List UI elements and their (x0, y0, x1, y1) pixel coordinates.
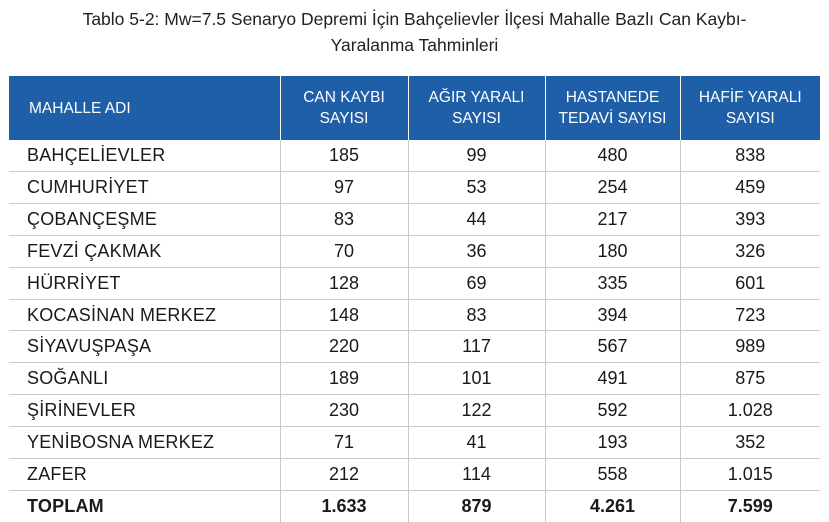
header-death-count-line-1: CAN KAYBI (303, 89, 385, 106)
table-header (9, 76, 820, 140)
cell-death-count: 83 (280, 203, 408, 235)
header-death-count-line-2: SAYISI (319, 110, 369, 127)
table-row (9, 172, 820, 204)
cell-minor-injury-count: 352 (680, 427, 820, 459)
cell-minor-injury-count: 989 (680, 331, 820, 363)
cell-hospital-treatment-count: 592 (545, 395, 680, 427)
cell-death-count: 148 (280, 299, 408, 331)
cell-death-count: 128 (280, 267, 408, 299)
cell-hospital-treatment-count: 480 (545, 140, 680, 172)
header-minor-injury-line-1: HAFİF YARALI (698, 89, 802, 106)
cell-neighborhood-name: HÜRRİYET (9, 267, 280, 299)
total-hospital-treatment-count: 4.261 (545, 490, 680, 521)
table-row (9, 395, 820, 427)
table-row (9, 459, 820, 491)
header-death-count (280, 76, 408, 140)
cell-hospital-treatment-count: 558 (545, 459, 680, 491)
cell-neighborhood-name: KOCASİNAN MERKEZ (9, 299, 280, 331)
table-caption (0, 6, 829, 58)
header-severe-injury-count (408, 76, 545, 140)
cell-minor-injury-count: 723 (680, 299, 820, 331)
cell-neighborhood-name: YENİBOSNA MERKEZ (9, 427, 280, 459)
cell-death-count: 97 (280, 172, 408, 204)
cell-death-count: 220 (280, 331, 408, 363)
casualty-table (9, 76, 820, 522)
cell-neighborhood-name: CUMHURİYET (9, 172, 280, 204)
cell-minor-injury-count: 459 (680, 172, 820, 204)
cell-severe-injury-count: 53 (408, 172, 545, 204)
cell-severe-injury-count: 99 (408, 140, 545, 172)
cell-severe-injury-count: 114 (408, 459, 545, 491)
header-severe-injury-line-1: AĞIR YARALI (428, 89, 525, 106)
cell-hospital-treatment-count: 217 (545, 203, 680, 235)
cell-neighborhood-name: SOĞANLI (9, 363, 280, 395)
cell-hospital-treatment-count: 180 (545, 235, 680, 267)
total-death-count: 1.633 (280, 490, 408, 521)
cell-minor-injury-count: 601 (680, 267, 820, 299)
cell-neighborhood-name: FEVZİ ÇAKMAK (9, 235, 280, 267)
table-row (9, 140, 820, 172)
cell-minor-injury-count: 393 (680, 203, 820, 235)
header-minor-injury-line-2: SAYISI (725, 110, 775, 127)
header-hospital-treatment-count (545, 76, 680, 140)
cell-death-count: 230 (280, 395, 408, 427)
cell-minor-injury-count: 838 (680, 140, 820, 172)
cell-severe-injury-count: 122 (408, 395, 545, 427)
cell-neighborhood-name: BAHÇELİEVLER (9, 140, 280, 172)
cell-death-count: 70 (280, 235, 408, 267)
cell-hospital-treatment-count: 491 (545, 363, 680, 395)
cell-neighborhood-name: ZAFER (9, 459, 280, 491)
cell-severe-injury-count: 117 (408, 331, 545, 363)
table-body (9, 140, 820, 522)
header-minor-injury-count (680, 76, 820, 140)
cell-severe-injury-count: 69 (408, 267, 545, 299)
total-row (9, 490, 820, 521)
cell-hospital-treatment-count: 394 (545, 299, 680, 331)
cell-death-count: 71 (280, 427, 408, 459)
total-label: TOPLAM (9, 490, 280, 521)
cell-neighborhood-name: ÇOBANÇEŞME (9, 203, 280, 235)
header-severe-injury-line-2: SAYISI (452, 110, 501, 127)
header-row (9, 76, 820, 140)
total-minor-injury-count: 7.599 (727, 495, 773, 516)
cell-minor-injury-count: 326 (680, 235, 820, 267)
cell-death-count: 212 (280, 459, 408, 491)
cell-severe-injury-count: 101 (408, 363, 545, 395)
table-row (9, 427, 820, 459)
cell-severe-injury-count: 83 (408, 299, 545, 331)
total-severe-injury-count: 879 (408, 490, 545, 521)
caption-line-2: Yaralanma Tahminleri (330, 35, 499, 55)
cell-minor-injury-count: 1.028 (680, 395, 820, 427)
table-row (9, 331, 820, 363)
table-row (9, 299, 820, 331)
cell-hospital-treatment-count: 335 (545, 267, 680, 299)
table-row (9, 267, 820, 299)
cell-hospital-treatment-count: 254 (545, 172, 680, 204)
header-hospital-line-1: HASTANEDE (565, 89, 660, 106)
cell-death-count: 185 (280, 140, 408, 172)
cell-severe-injury-count: 44 (408, 203, 545, 235)
cell-hospital-treatment-count: 567 (545, 331, 680, 363)
header-hospital-line-2: TEDAVİ SAYISI (558, 110, 667, 127)
cell-minor-injury-count: 1.015 (680, 459, 820, 491)
header-neighborhood-name: MAHALLE ADI (9, 76, 280, 140)
cell-neighborhood-name: ŞİRİNEVLER (9, 395, 280, 427)
cell-severe-injury-count: 41 (408, 427, 545, 459)
table-row (9, 363, 820, 395)
cell-hospital-treatment-count: 193 (545, 427, 680, 459)
cell-neighborhood-name: SİYAVUŞPAŞA (9, 331, 280, 363)
cell-severe-injury-count: 36 (408, 235, 545, 267)
caption-line-1: Tablo 5-2: Mw=7.5 Senaryo Depremi İçin Bahçelievler İlçesi Mahalle Bazlı Can Kaybı- (82, 9, 747, 29)
cell-death-count: 189 (280, 363, 408, 395)
table-row (9, 235, 820, 267)
cell-minor-injury-count: 875 (680, 363, 820, 395)
table-row (9, 203, 820, 235)
